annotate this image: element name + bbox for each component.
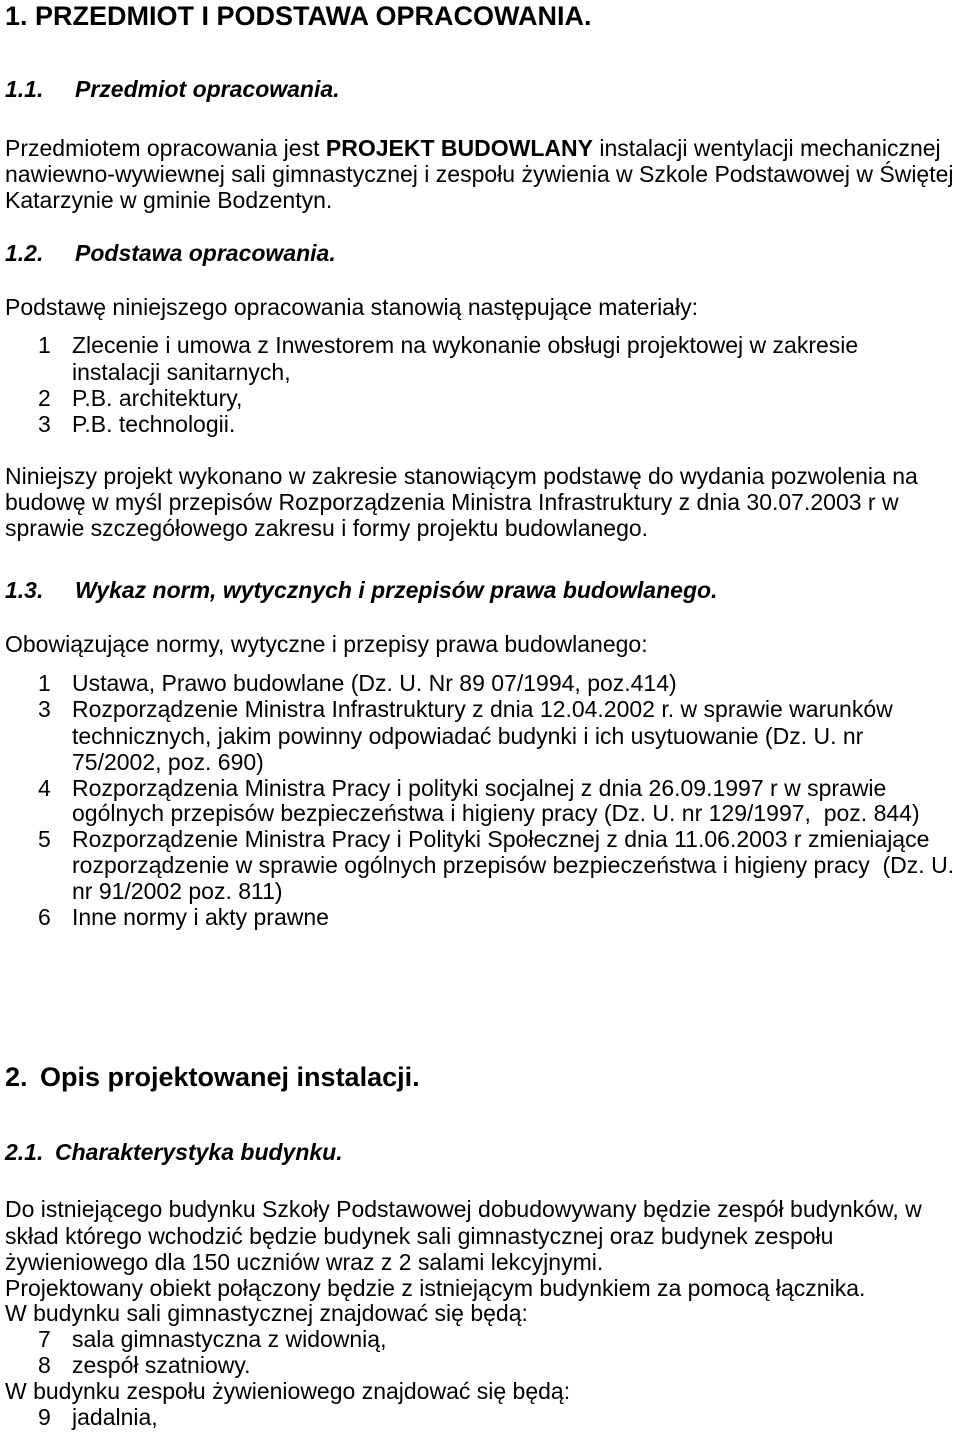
- list-item-text: P.B. technologii.: [72, 411, 236, 437]
- list-item-text: instalacji sanitarnych,: [72, 359, 291, 385]
- subject-text-before: Przedmiotem opracowania jest: [5, 135, 326, 161]
- basis-paragraph-line: budowę w myśl przepisów Rozporządzenia Ministra Infrastruktury z dnia 30.07.2003 r w: [5, 489, 899, 515]
- list-item-text: Zlecenie i umowa z Inwestorem na wykonanie obsługi projektowej w zakresie: [72, 332, 859, 358]
- list-item-number: 8: [38, 1352, 51, 1378]
- subject-text-bold: PROJEKT BUDOWLANY: [325, 135, 593, 161]
- list-item-text: sala gimnastyczna z widownią,: [72, 1326, 387, 1352]
- building-paragraph-line: żywieniowego dla 150 uczniów wraz z 2 salami lekcyjnymi.: [5, 1249, 604, 1275]
- building-paragraph-line: W budynku sali gimnastycznej znajdować się będą:: [5, 1300, 528, 1326]
- subsection-number-1-3: 1.3.: [5, 577, 44, 603]
- section-number-2: 2.: [5, 1062, 28, 1092]
- subsection-number-1-2: 1.2.: [5, 240, 44, 266]
- list-item-text: Inne normy i akty prawne: [72, 904, 329, 930]
- list-item-text: technicznych, jakim powinny odpowiadać budynki i ich usytuowanie (Dz. U. nr: [72, 723, 864, 749]
- subsection-title-1-2: Podstawa opracowania.: [75, 240, 336, 266]
- list-item-number: 3: [38, 696, 51, 722]
- building-paragraph-line: Do istniejącego budynku Szkoły Podstawowej dobudowywany będzie zespół budynków, w: [5, 1196, 922, 1222]
- subject-paragraph-line-2: nawiewno-wywiewnej sali gimnastycznej i zespołu żywienia w Szkole Podstawowej w Świętej: [5, 161, 954, 187]
- list-item-number: 5: [38, 826, 51, 852]
- subsection-title-2-1: Charakterystyka budynku.: [55, 1139, 343, 1165]
- list-item-text: nr 91/2002 poz. 811): [72, 878, 283, 904]
- basis-paragraph-line: sprawie szczegółowego zakresu i formy projektu budowlanego.: [5, 515, 649, 541]
- list-item-text: Ustawa, Prawo budowlane (Dz. U. Nr 89 07/1994, poz.414): [72, 670, 677, 696]
- basis-intro: Podstawę niniejszego opracowania stanowią następujące materiały:: [5, 294, 698, 320]
- section-heading-1: 1. PRZEDMIOT I PODSTAWA OPRACOWANIA.: [5, 1, 592, 31]
- list-item-text: Rozporządzenie Ministra Pracy i Polityki Społecznej z dnia 11.06.2003 r zmieniające: [72, 826, 930, 852]
- subsection-number-2-1: 2.1.: [5, 1139, 44, 1165]
- list-item-number: 1: [38, 332, 51, 358]
- list-item-text: jadalnia,: [72, 1404, 158, 1430]
- subject-text-after: instalacji wentylacji mechanicznej: [592, 135, 941, 161]
- list-item-number: 4: [38, 775, 51, 801]
- building-paragraph-line: skład którego wchodzić będzie budynek sali gimnastycznej oraz budynek zespołu: [5, 1223, 834, 1249]
- list-item-text: 75/2002, poz. 690): [72, 749, 264, 775]
- subject-paragraph-line-1: [5, 135, 941, 161]
- building-paragraph-line: Projektowany obiekt połączony będzie z istniejącym budynkiem za pomocą łącznika.: [5, 1275, 866, 1301]
- canteen-intro: W budynku zespołu żywieniowego znajdować się będą:: [5, 1378, 571, 1404]
- subject-paragraph-line-3: Katarzynie w gminie Bodzentyn.: [5, 187, 333, 213]
- list-item-text: zespół szatniowy.: [72, 1352, 251, 1378]
- list-item-number: 3: [38, 411, 51, 437]
- list-item-text: rozporządzenie w sprawie ogólnych przepisów bezpieczeństwa i higieny pracy (Dz. U.: [72, 852, 955, 878]
- list-item-text: ogólnych przepisów bezpieczeństwa i higieny pracy (Dz. U. nr 129/1997, poz. 844): [72, 800, 920, 826]
- list-item-number: 6: [38, 904, 51, 930]
- subsection-number-1-1: 1.1.: [5, 76, 44, 102]
- list-item-number: 7: [38, 1326, 51, 1352]
- list-item-number: 2: [38, 385, 51, 411]
- norms-intro: Obowiązujące normy, wytyczne i przepisy prawa budowlanego:: [5, 631, 648, 657]
- list-item-number: 9: [38, 1404, 51, 1430]
- list-item-number: 1: [38, 670, 51, 696]
- subsection-title-1-1: Przedmiot opracowania.: [75, 76, 340, 102]
- list-item-text: Rozporządzenie Ministra Infrastruktury z dnia 12.04.2002 r. w sprawie warunków: [72, 696, 893, 722]
- section-title-2: Opis projektowanej instalacji.: [40, 1062, 420, 1092]
- basis-paragraph-line: Niniejszy projekt wykonano w zakresie stanowiącym podstawę do wydania pozwolenia na: [5, 463, 918, 489]
- subsection-title-1-3: Wykaz norm, wytycznych i przepisów prawa budowlanego.: [75, 577, 718, 603]
- list-item-text: Rozporządzenia Ministra Pracy i polityki socjalnej z dnia 26.09.1997 r w sprawie: [72, 775, 887, 801]
- list-item-text: P.B. architektury,: [72, 385, 243, 411]
